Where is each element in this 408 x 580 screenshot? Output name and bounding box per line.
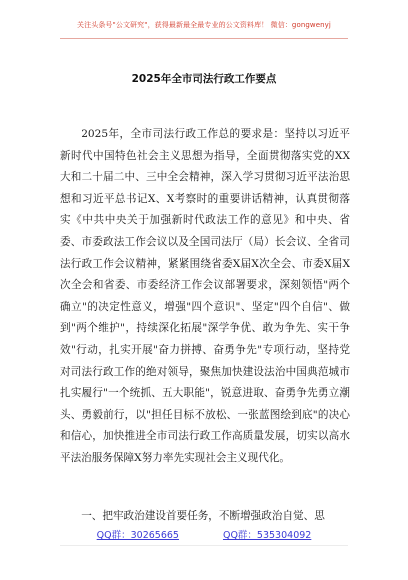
body-paragraph: 2025年，全市司法行政工作总的要求是：坚持以习近平新时代中国特色社会主义思想为指导，全面贯彻落实党的XX大和二十届二中、三中全会精神，深入学习贯彻习近平法治思想和习近平总书记X、X考察时的重要讲话精神，认真贯彻落实《中共中央关于加强新时代政法工作的意见》和中央、省委、市委政法工作会议以及全国司法厅（局）长会议、全省司法行政工作会议精神，紧紧围绕省委X届X次全会、市委X届X次全会和省委、市委经济工作会议部署要求，深刻领悟"两个确立"的决定性意义，增强"四个意识"、坚定"四个自信"、做到"两个维护"，持续深化拓展"深学争优、敢为争先、实干争效"行动，扎实开展"奋力拼搏、奋勇争先"专项行动，坚持党对司法行政工作的绝对领导，聚焦加快建设法治中国典范城市扎实履行"一个统抓、五大职能"，锐意进取、奋勇争先勇立潮头、勇毅前行，以"担任目标不放松、一张蓝图绘到底"的决心和信心，加快推进全市司法行政工作高质量发展，切实以高水平法治服务保障X努力率先实现社会主义现代化。 (60, 128, 350, 464)
qq-group-link-2[interactable]: QQ群：535304092 (222, 530, 312, 541)
document-title: 2025年全市司法行政工作要点 (131, 73, 277, 85)
footer-qq-links (0, 527, 408, 541)
footer-divider (60, 545, 348, 546)
header-divider (60, 38, 348, 39)
header-banner: 关注头条号"公文研究"，获得最新最全最专业的公文资料库！ 微信：gongwenyj (77, 21, 331, 29)
section-heading-1: 一、把牢政治建设首要任务，不断增强政治自觉、思 (81, 510, 325, 522)
qq-group-link-1[interactable]: QQ群：30265665 (96, 530, 179, 541)
